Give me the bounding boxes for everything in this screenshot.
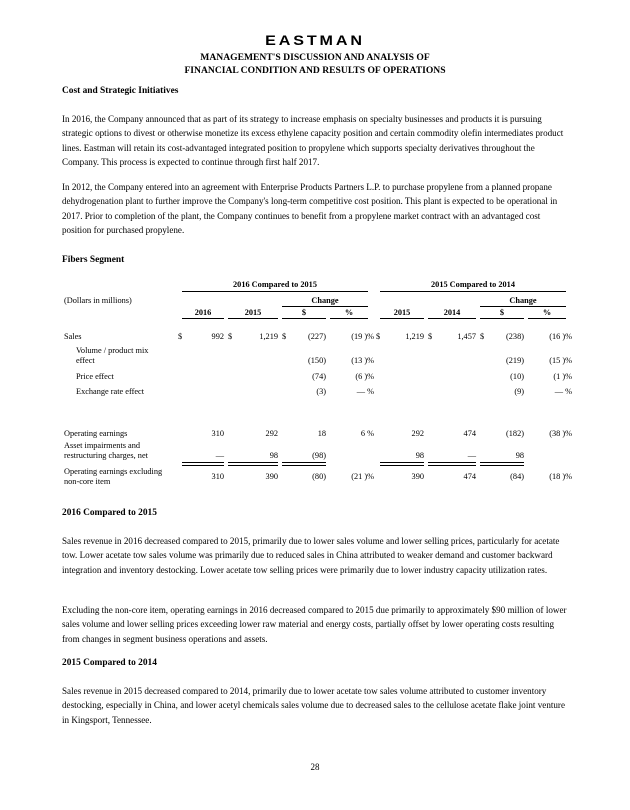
excl-2014: 474 — [463, 472, 476, 481]
section-2016-paragraph-2: Excluding the non-core item, operating earnings in 2016 decreased compared to 2015 due primarily to approximately $90 million of lower sales volume and lower selling prices exceeding lower raw material and energy costs, partially offset by lower operating costs resulting from changes in segment business operations and assets. — [62, 605, 567, 644]
op-change-dollar-2: (182) — [506, 429, 524, 438]
sales-2016: 992 — [211, 332, 224, 341]
price-change-dollar: (74) — [312, 372, 326, 381]
row-label-volume-1: Volume / product mix — [76, 346, 149, 355]
volume-change-dollar: (150) — [308, 356, 326, 365]
sales-change-dollar: (227) — [308, 332, 326, 341]
excl-change-pct: (21 )% — [351, 472, 374, 481]
currency-symbol: $ — [376, 332, 381, 341]
asset-2016: — — [215, 451, 224, 460]
op-2015: 292 — [265, 429, 278, 438]
col-header-change-dollar-2: $ — [499, 308, 505, 317]
col-header-2015: 2015 — [244, 308, 262, 317]
group-header-2016-2015: 2016 Compared to 2015 — [233, 280, 317, 289]
fx-change-pct-2: — % — [554, 387, 572, 396]
fx-change-pct: — % — [356, 387, 374, 396]
sales-change-dollar-2: (238) — [506, 332, 524, 341]
excl-2015b: 390 — [411, 472, 424, 481]
op-2014: 474 — [463, 429, 476, 438]
currency-symbol: $ — [428, 332, 433, 341]
row-label-excl-2: non-core item — [64, 477, 111, 486]
header-line-2: FINANCIAL CONDITION AND RESULTS OF OPERATIONS — [184, 65, 446, 76]
sales-2015: 1,219 — [259, 332, 278, 341]
sales-2014: 1,457 — [457, 332, 476, 341]
excl-change-pct-2: (18 )% — [549, 472, 572, 481]
cost-section-title: Cost and Strategic Initiatives — [62, 86, 179, 96]
asset-2015b: 98 — [415, 451, 424, 460]
sales-2015b: 1,219 — [405, 332, 424, 341]
sales-change-pct: (19 )% — [351, 332, 374, 341]
currency-symbol: $ — [228, 332, 233, 341]
row-label-asset-2: restructuring charges, net — [64, 451, 148, 460]
row-label-excl-1: Operating earnings excluding — [64, 467, 163, 476]
price-change-pct: (6 )% — [355, 372, 374, 381]
row-label-volume-2: effect — [76, 356, 95, 365]
op-change-dollar: 18 — [317, 429, 326, 438]
section-2015-title: 2015 Compared to 2014 — [62, 658, 157, 668]
fx-change-dollar: (3) — [316, 387, 326, 396]
excl-change-dollar: (80) — [312, 472, 326, 481]
excl-2016: 310 — [211, 472, 224, 481]
price-change-pct-2: (1 )% — [553, 372, 572, 381]
volume-change-pct-2: (15 )% — [549, 356, 572, 365]
excl-change-dollar-2: (84) — [510, 472, 524, 481]
op-2016: 310 — [211, 429, 224, 438]
row-label-sales: Sales — [64, 332, 82, 341]
op-change-pct: 6 % — [360, 429, 374, 438]
group-header-2015-2014: 2015 Compared to 2014 — [431, 280, 515, 289]
fibers-section-title: Fibers Segment — [62, 255, 125, 265]
eastman-logo: EASTMAN — [265, 32, 365, 48]
asset-2015: 98 — [269, 451, 278, 460]
col-header-change-dollar: $ — [301, 308, 307, 317]
currency-symbol: $ — [480, 332, 485, 341]
page-number: 28 — [310, 762, 320, 772]
col-header-2015b: 2015 — [393, 308, 411, 317]
units-label: (Dollars in millions) — [64, 296, 132, 305]
change-header-2: Change — [509, 296, 537, 305]
asset-change-dollar: (98) — [312, 451, 326, 460]
fibers-table — [62, 275, 572, 500]
op-2015b: 292 — [411, 429, 424, 438]
price-change-dollar-2: (10) — [510, 372, 524, 381]
asset-change-dollar-2: 98 — [515, 451, 524, 460]
currency-symbol: $ — [282, 332, 287, 341]
section-2016-paragraph-1: Sales revenue in 2016 decreased compared to 2015, primarily due to lower sales volume and lower selling prices, particularly for acetate tow. Lower acetate tow sales volume was primarily due to reduced sales in China attributed to weaker demand and customer backward integration and inventory destocking. Lower acetate tow selling prices were primarily due to lower industry capacity utilization rates. — [62, 536, 560, 575]
op-change-pct-2: (38 )% — [549, 429, 572, 438]
row-label-operating: Operating earnings — [64, 429, 128, 438]
volume-change-pct: (13 )% — [351, 356, 374, 365]
asset-2014: — — [467, 451, 476, 460]
change-header-1: Change — [311, 296, 339, 305]
section-2016-title: 2016 Compared to 2015 — [62, 508, 157, 518]
cost-paragraph-2: In 2012, the Company entered into an agreement with Enterprise Products Partners L.P. to purchase propylene from a planned propane dehydrogenation plant to further improve the Company's long-term competitive cost position. This plant is expected to be operational in 2017. Prior to completion of the plant, the Company continues to benefit from a propylene market contract with an advantaged cost position for purchased propylene. — [62, 182, 558, 235]
col-header-change-pct-2: % — [542, 308, 552, 317]
row-label-asset-1: Asset impairments and — [64, 441, 141, 450]
row-label-price: Price effect — [76, 372, 114, 381]
col-header-2014: 2014 — [443, 308, 461, 317]
col-header-2016: 2016 — [194, 308, 212, 317]
col-header-change-pct: % — [344, 308, 354, 317]
header-line-1: MANAGEMENT'S DISCUSSION AND ANALYSIS OF — [200, 52, 430, 63]
cost-paragraph-1: In 2016, the Company announced that as part of its strategy to increase emphasis on specialty businesses and products it is pursuing strategic options to divest or otherwise monetize its excess ethylene capacity position and certain commodity olefin intermediates product lines. Eastman will retain its cost-advantaged integrated position to propylene which supports specialty derivatives throughout the Company. This process is expected to continue through first half 2017. — [62, 114, 564, 167]
currency-symbol: $ — [178, 332, 183, 341]
section-2015-paragraph-1: Sales revenue in 2015 decreased compared to 2014, primarily due to lower acetate tow sales volume attributed to customer inventory destocking, especially in China, and lower acetyl chemicals sales volume due to decreased sales to the cellulose acetate flake joint venture in Kingsport, Tennessee. — [62, 686, 565, 725]
sales-change-pct-2: (16 )% — [549, 332, 572, 341]
fx-change-dollar-2: (9) — [514, 387, 524, 396]
excl-2015: 390 — [265, 472, 278, 481]
row-label-exchange: Exchange rate effect — [76, 387, 145, 396]
volume-change-dollar-2: (219) — [506, 356, 524, 365]
